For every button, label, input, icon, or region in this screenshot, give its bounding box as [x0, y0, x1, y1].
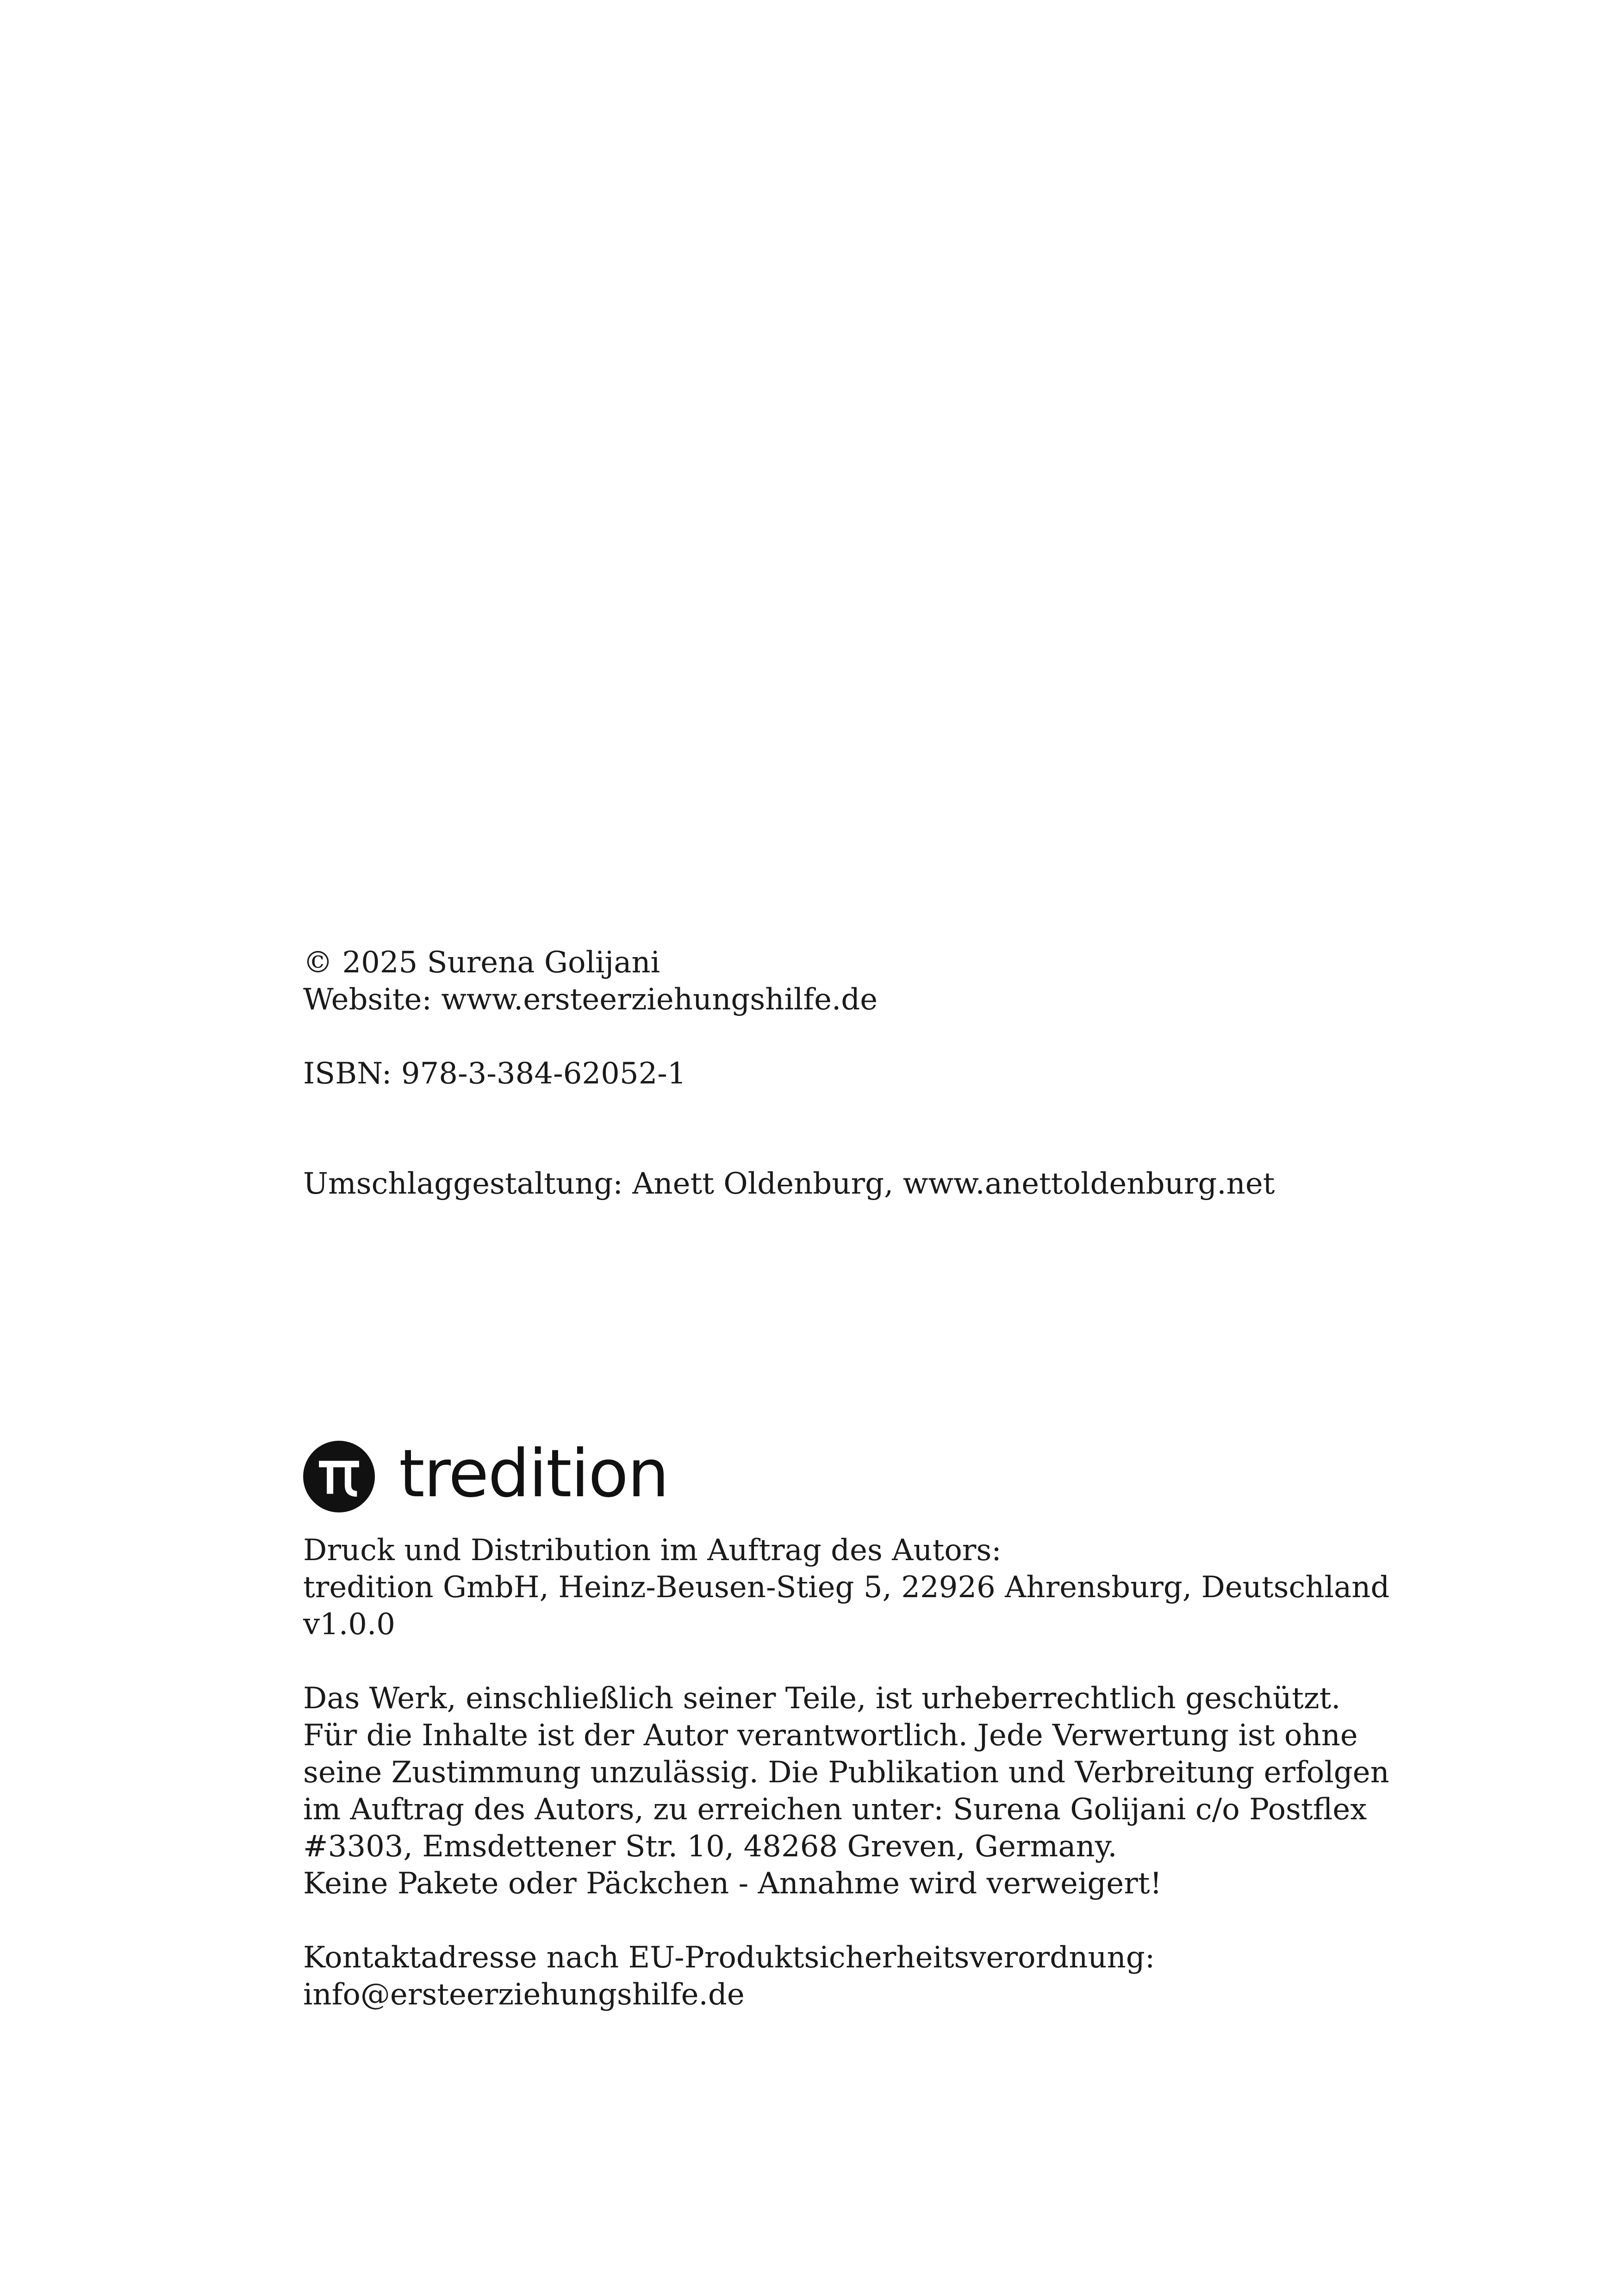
- website-line: Website: www.ersteerziehungshilfe.de: [303, 983, 878, 1017]
- copyright-block: [303, 944, 1368, 1018]
- print-distribution-block: [303, 1532, 1390, 1643]
- contact-label: Kontaktadresse nach EU-Produktsicherheitsverordnung:: [303, 1941, 1155, 1975]
- legal-notice-block: [303, 1680, 1389, 1902]
- print-line-1: Druck und Distribution im Auftrag des Autors:: [303, 1533, 1002, 1568]
- isbn-block: [303, 1055, 1368, 1092]
- legal-line: Für die Inhalte ist der Autor verantwortlich. Jede Verwertung ist ohne: [303, 1718, 1358, 1753]
- legal-line: #3303, Emsdettener Str. 10, 48268 Greven, Germany.: [303, 1829, 1117, 1864]
- publisher-logo: [303, 1436, 668, 1513]
- version-line: v1.0.0: [303, 1607, 395, 1642]
- legal-line: seine Zustimmung unzulässig. Die Publikation und Verbreitung erfolgen: [303, 1755, 1389, 1790]
- cover-design-line: Umschlaggestaltung: Anett Oldenburg, www.anettoldenburg.net: [303, 1167, 1275, 1201]
- print-line-2: tredition GmbH, Heinz-Beusen-Stieg 5, 22926 Ahrensburg, Deutschland: [303, 1570, 1390, 1605]
- legal-line: Keine Pakete oder Päckchen - Annahme wird verweigert!: [303, 1867, 1162, 1901]
- publisher-wordmark: tredition: [399, 1436, 668, 1512]
- contact-block: [303, 1939, 1368, 2013]
- cover-design-block: [303, 1165, 1368, 1202]
- isbn-line: ISBN: 978-3-384-62052-1: [303, 1057, 686, 1091]
- legal-line: Das Werk, einschließlich seiner Teile, ist urheberrechtlich geschützt.: [303, 1681, 1341, 1716]
- legal-line: im Auftrag des Autors, zu erreichen unter: Surena Golijani c/o Postflex: [303, 1792, 1367, 1827]
- contact-email: info@ersteerziehungshilfe.de: [303, 1978, 745, 2012]
- copyright-line: © 2025 Surena Golijani: [303, 946, 660, 980]
- tredition-logo-icon: [303, 1441, 375, 1512]
